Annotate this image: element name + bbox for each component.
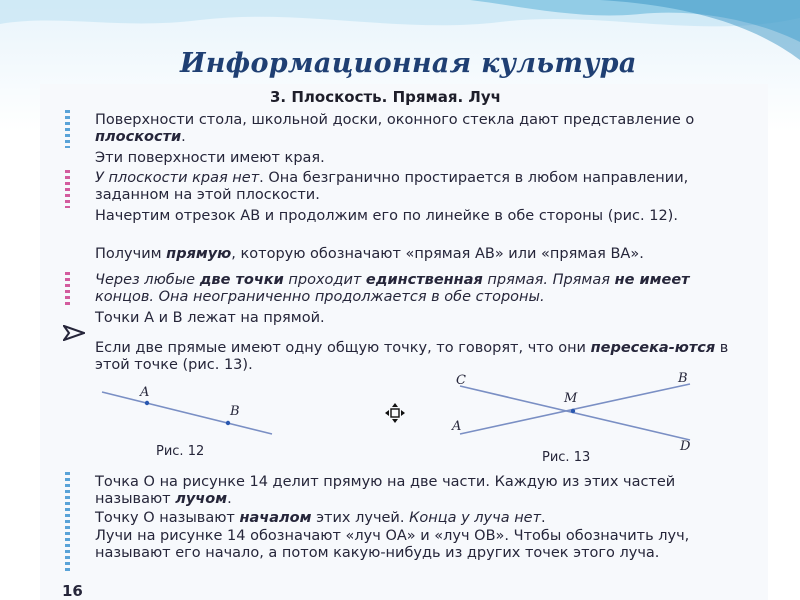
blue-marker-bar <box>65 110 70 148</box>
pink-marker-bar <box>65 272 70 306</box>
term-plane: плоскости <box>95 129 182 145</box>
term-origin: началом <box>239 510 312 526</box>
paragraph-11: Лучи на рисунке 14 обозначают «луч ОА» и «луч ОВ». Чтобы обозначить луч, называют его начало, а потом какую-нибудь из других точек этого луча. <box>95 528 690 561</box>
text-span: Получим <box>95 246 167 262</box>
section-title: 3. Плоскость. Прямая. Луч <box>270 88 501 106</box>
text-span: Через любые <box>95 272 200 288</box>
text-span: , которую обозначают «прямая АВ» или «прямая ВА». <box>231 246 644 262</box>
term-ray: лучом <box>175 491 228 507</box>
paragraph-4: Начертим отрезок АВ и продолжим его по линейке в обе стороны (рис. 12). <box>95 208 678 224</box>
arrow-right-icon <box>63 325 85 341</box>
label-a: A <box>452 419 462 434</box>
pink-marker-bar <box>65 170 70 208</box>
term-intersect: пересека-ются <box>590 340 716 356</box>
term-no-ends: не имеет <box>614 272 690 288</box>
paragraph-5 <box>95 246 750 263</box>
paragraph-2: Эти поверхности имеют края. <box>95 150 325 166</box>
paragraph-7: Точки А и В лежат на прямой. <box>95 310 325 326</box>
text-span: Поверхности стола, школьной доски, оконного стекла дают представление о <box>95 112 695 128</box>
paragraph-1 <box>95 112 750 146</box>
label-b: B <box>230 404 240 419</box>
text-span: Точка О на рисунке 14 делит прямую на две части. Каждую из этих частей называют <box>95 474 676 507</box>
text-span: . <box>181 129 186 145</box>
text-span: . <box>227 491 232 507</box>
label-b: B <box>678 372 688 386</box>
text-span: У плоскости края нет <box>95 170 260 186</box>
page-title: Информационная культура <box>180 48 637 79</box>
term-unique: единственная <box>365 272 483 288</box>
blue-marker-bar <box>65 472 70 572</box>
term-two-points: две точки <box>199 272 284 288</box>
figure-12 <box>100 384 280 444</box>
text-span: Точку О называют <box>95 510 240 526</box>
text-span: этих лучей. <box>311 510 410 526</box>
label-c: C <box>456 373 466 388</box>
paragraph-3 <box>95 170 750 204</box>
text-span: в этой точке (рис. 13). <box>95 340 729 373</box>
text-span: . Она безгранично простирается в любом направлении, заданном на этой плоскости. <box>95 170 689 203</box>
label-m: M <box>564 391 578 406</box>
paragraph-9 <box>95 474 750 508</box>
text-span: Если две прямые имеют одну общую точку, то говорят, что они <box>95 340 591 356</box>
label-a: A <box>140 385 150 400</box>
paragraph-10 <box>95 510 750 527</box>
paragraph-6 <box>95 272 750 306</box>
text-span: концов. Она неограниченно продолжается в обе стороны. <box>95 289 545 305</box>
text-span: прямая. Прямая <box>482 272 615 288</box>
page-number: 16 <box>62 582 83 600</box>
label-d: D <box>680 439 691 452</box>
text-span: Конца у луча нет <box>409 510 542 526</box>
figure-12-caption: Рис. 12 <box>156 444 205 459</box>
paragraph-8 <box>95 340 750 374</box>
move-icon[interactable] <box>384 402 406 424</box>
text-span: проходит <box>283 272 366 288</box>
figure-13-caption: Рис. 13 <box>542 450 591 465</box>
textbook-page <box>40 84 768 600</box>
term-line: прямую <box>166 246 232 262</box>
figure-13 <box>450 372 710 452</box>
text-span: . <box>541 510 546 526</box>
